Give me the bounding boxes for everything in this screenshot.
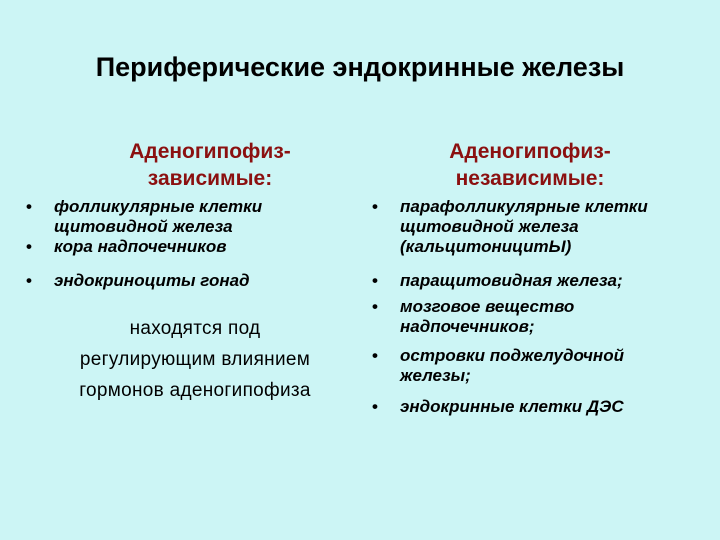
list-item [360, 297, 690, 337]
bullet: • [372, 346, 378, 365]
note-line: гормонов аденогипофиза [79, 380, 311, 401]
bullet: • [26, 197, 32, 216]
list-item [360, 397, 690, 417]
list-item-text: фолликулярные клетки щитовидной железа [54, 197, 263, 236]
list-item-text: эндокринные клетки ДЭС [400, 397, 624, 416]
left-column-heading [70, 138, 350, 192]
list-item-text: мозговое вещество надпочечников; [400, 297, 575, 336]
bullet: • [372, 397, 378, 416]
list-item [14, 271, 344, 291]
right-column-heading [400, 138, 660, 192]
bullet: • [372, 271, 378, 290]
list-item [360, 271, 690, 291]
right-list [360, 197, 690, 417]
page-title: Периферические эндокринные железы [95, 52, 625, 82]
bullet: • [372, 297, 378, 316]
list-item [14, 237, 344, 257]
bullet: • [372, 197, 378, 216]
left-heading-line1: Аденогипофиз- [129, 140, 291, 163]
bullet: • [26, 237, 32, 256]
bullet: • [26, 271, 32, 290]
list-item-text: паращитовидная железа; [400, 271, 623, 290]
right-heading-line1: Аденогипофиз- [449, 140, 611, 163]
list-item [360, 346, 690, 386]
right-heading-line2: независимые: [455, 167, 605, 190]
note-line: регулирующим влиянием [79, 349, 311, 370]
list-item-text: парафолликулярные клетки щитовидной железа (кальцитоницитЫ) [400, 197, 648, 256]
left-list [14, 197, 344, 291]
note-line: находятся под [129, 318, 261, 339]
left-heading-line2: зависимые: [147, 167, 273, 190]
list-item-text: островки поджелудочной железы; [400, 346, 624, 385]
regulation-note [40, 313, 350, 406]
list-item [14, 197, 344, 237]
list-item [360, 197, 690, 257]
list-item-text: кора надпочечников [54, 237, 227, 256]
list-item-text: эндокриноциты гонад [54, 271, 250, 290]
